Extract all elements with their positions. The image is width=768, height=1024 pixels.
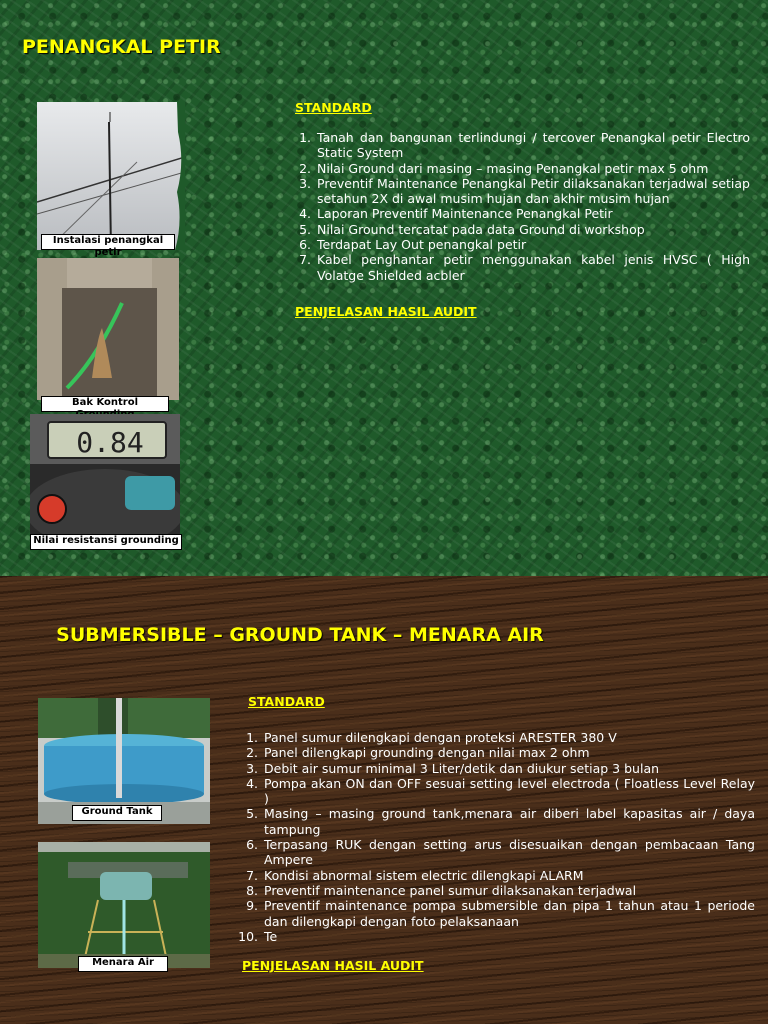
slide2-item-2: 2. Panel dilengkapi grounding dengan nilai max 2 ohm [262, 745, 755, 760]
slide2-item-7: 7. Kondisi abnormal sistem electric dilengkapi ALARM [262, 868, 755, 883]
slide2-item-6: 6. Terpasang RUK dengan setting arus disesuaikan dengan pembacaan Tang Ampere [262, 837, 755, 868]
caption-bak-kontrol: Bak Kontrol [41, 396, 169, 412]
slide1-item-2: 2. Nilai Ground dari masing – masing Penangkal petir max 5 ohm [315, 161, 750, 176]
water-tower-image [38, 842, 210, 968]
photo-menara-air [38, 842, 210, 968]
grounding-pit-image [37, 258, 179, 400]
slide2-standard-list [242, 730, 755, 944]
slide2-standard-heading: STANDARD [248, 694, 325, 709]
caption-nilai-resistansi: Nilai resistansi grounding [30, 534, 182, 550]
slide1-item-4: 4. Laporan Preventif Maintenance Penangkal Petir [315, 206, 750, 221]
resistance-meter-image [30, 414, 180, 534]
slide-submersible-ground-tank [0, 576, 768, 1024]
slide1-item-1: 1. Tanah dan bangunan terlindungi / tercover Penangkal petir Electro Static System [315, 130, 750, 161]
slide2-item-1: 1. Panel sumur dilengkapi dengan proteksi ARESTER 380 V [262, 730, 755, 745]
caption-menara-air: Menara Air [78, 956, 168, 972]
slide1-audit-heading: PENJELASAN HASIL AUDIT [295, 304, 477, 319]
slide1-title: PENANGKAL PETIR [22, 36, 221, 58]
slide2-item-4: 4. Pompa akan ON dan OFF sesuai setting level electroda ( Floatless Level Relay ) [262, 776, 755, 807]
slide1-standard-list [295, 130, 750, 283]
caption-instalasi: Instalasi penangkal petir [41, 234, 175, 250]
slide1-item-7: 7. Kabel penghantar petir menggunakan kabel jenis HVSC ( High Volatge Shielded acbler [315, 252, 750, 283]
slide1-item-3: 3. Preventif Maintenance Penangkal Petir dilaksanakan terjadwal setiap setahun 2X di awal musim hujan dan akhir musim hujan [315, 176, 750, 207]
slide1-item-5: 5. Nilai Ground tercatat pada data Ground di workshop [315, 222, 750, 237]
slide2-item-10: 10. Te [262, 929, 755, 944]
slide2-item-5: 5. Masing – masing ground tank,menara air diberi label kapasitas air / daya tampung [262, 806, 755, 837]
slide2-item-8: 8. Preventif maintenance panel sumur dilaksanakan terjadwal [262, 883, 755, 898]
slide2-title: SUBMERSIBLE – GROUND TANK – MENARA AIR [56, 624, 544, 646]
slide1-standard-heading: STANDARD [295, 100, 372, 115]
photo-bak-kontrol-grounding [37, 258, 179, 400]
lightning-rod-image [37, 102, 185, 250]
slide2-item-9: 9. Preventif maintenance pompa submersible dan pipa 1 tahun atau 1 periode dan dilengkapi dengan foto pelaksanaan [262, 898, 755, 929]
slide2-item-3: 3. Debit air sumur minimal 3 Liter/detik dan diukur setiap 3 bulan [262, 761, 755, 776]
photo-instalasi-penangkal-petir [37, 102, 185, 250]
slide1-item-6: 6. Terdapat Lay Out penangkal petir [315, 237, 750, 252]
slide2-audit-heading: PENJELASAN HASIL AUDIT [242, 958, 424, 973]
caption-ground-tank: Ground Tank [72, 805, 162, 821]
photo-nilai-resistansi [30, 414, 180, 534]
meter-display-text: 0.84 [76, 426, 144, 459]
